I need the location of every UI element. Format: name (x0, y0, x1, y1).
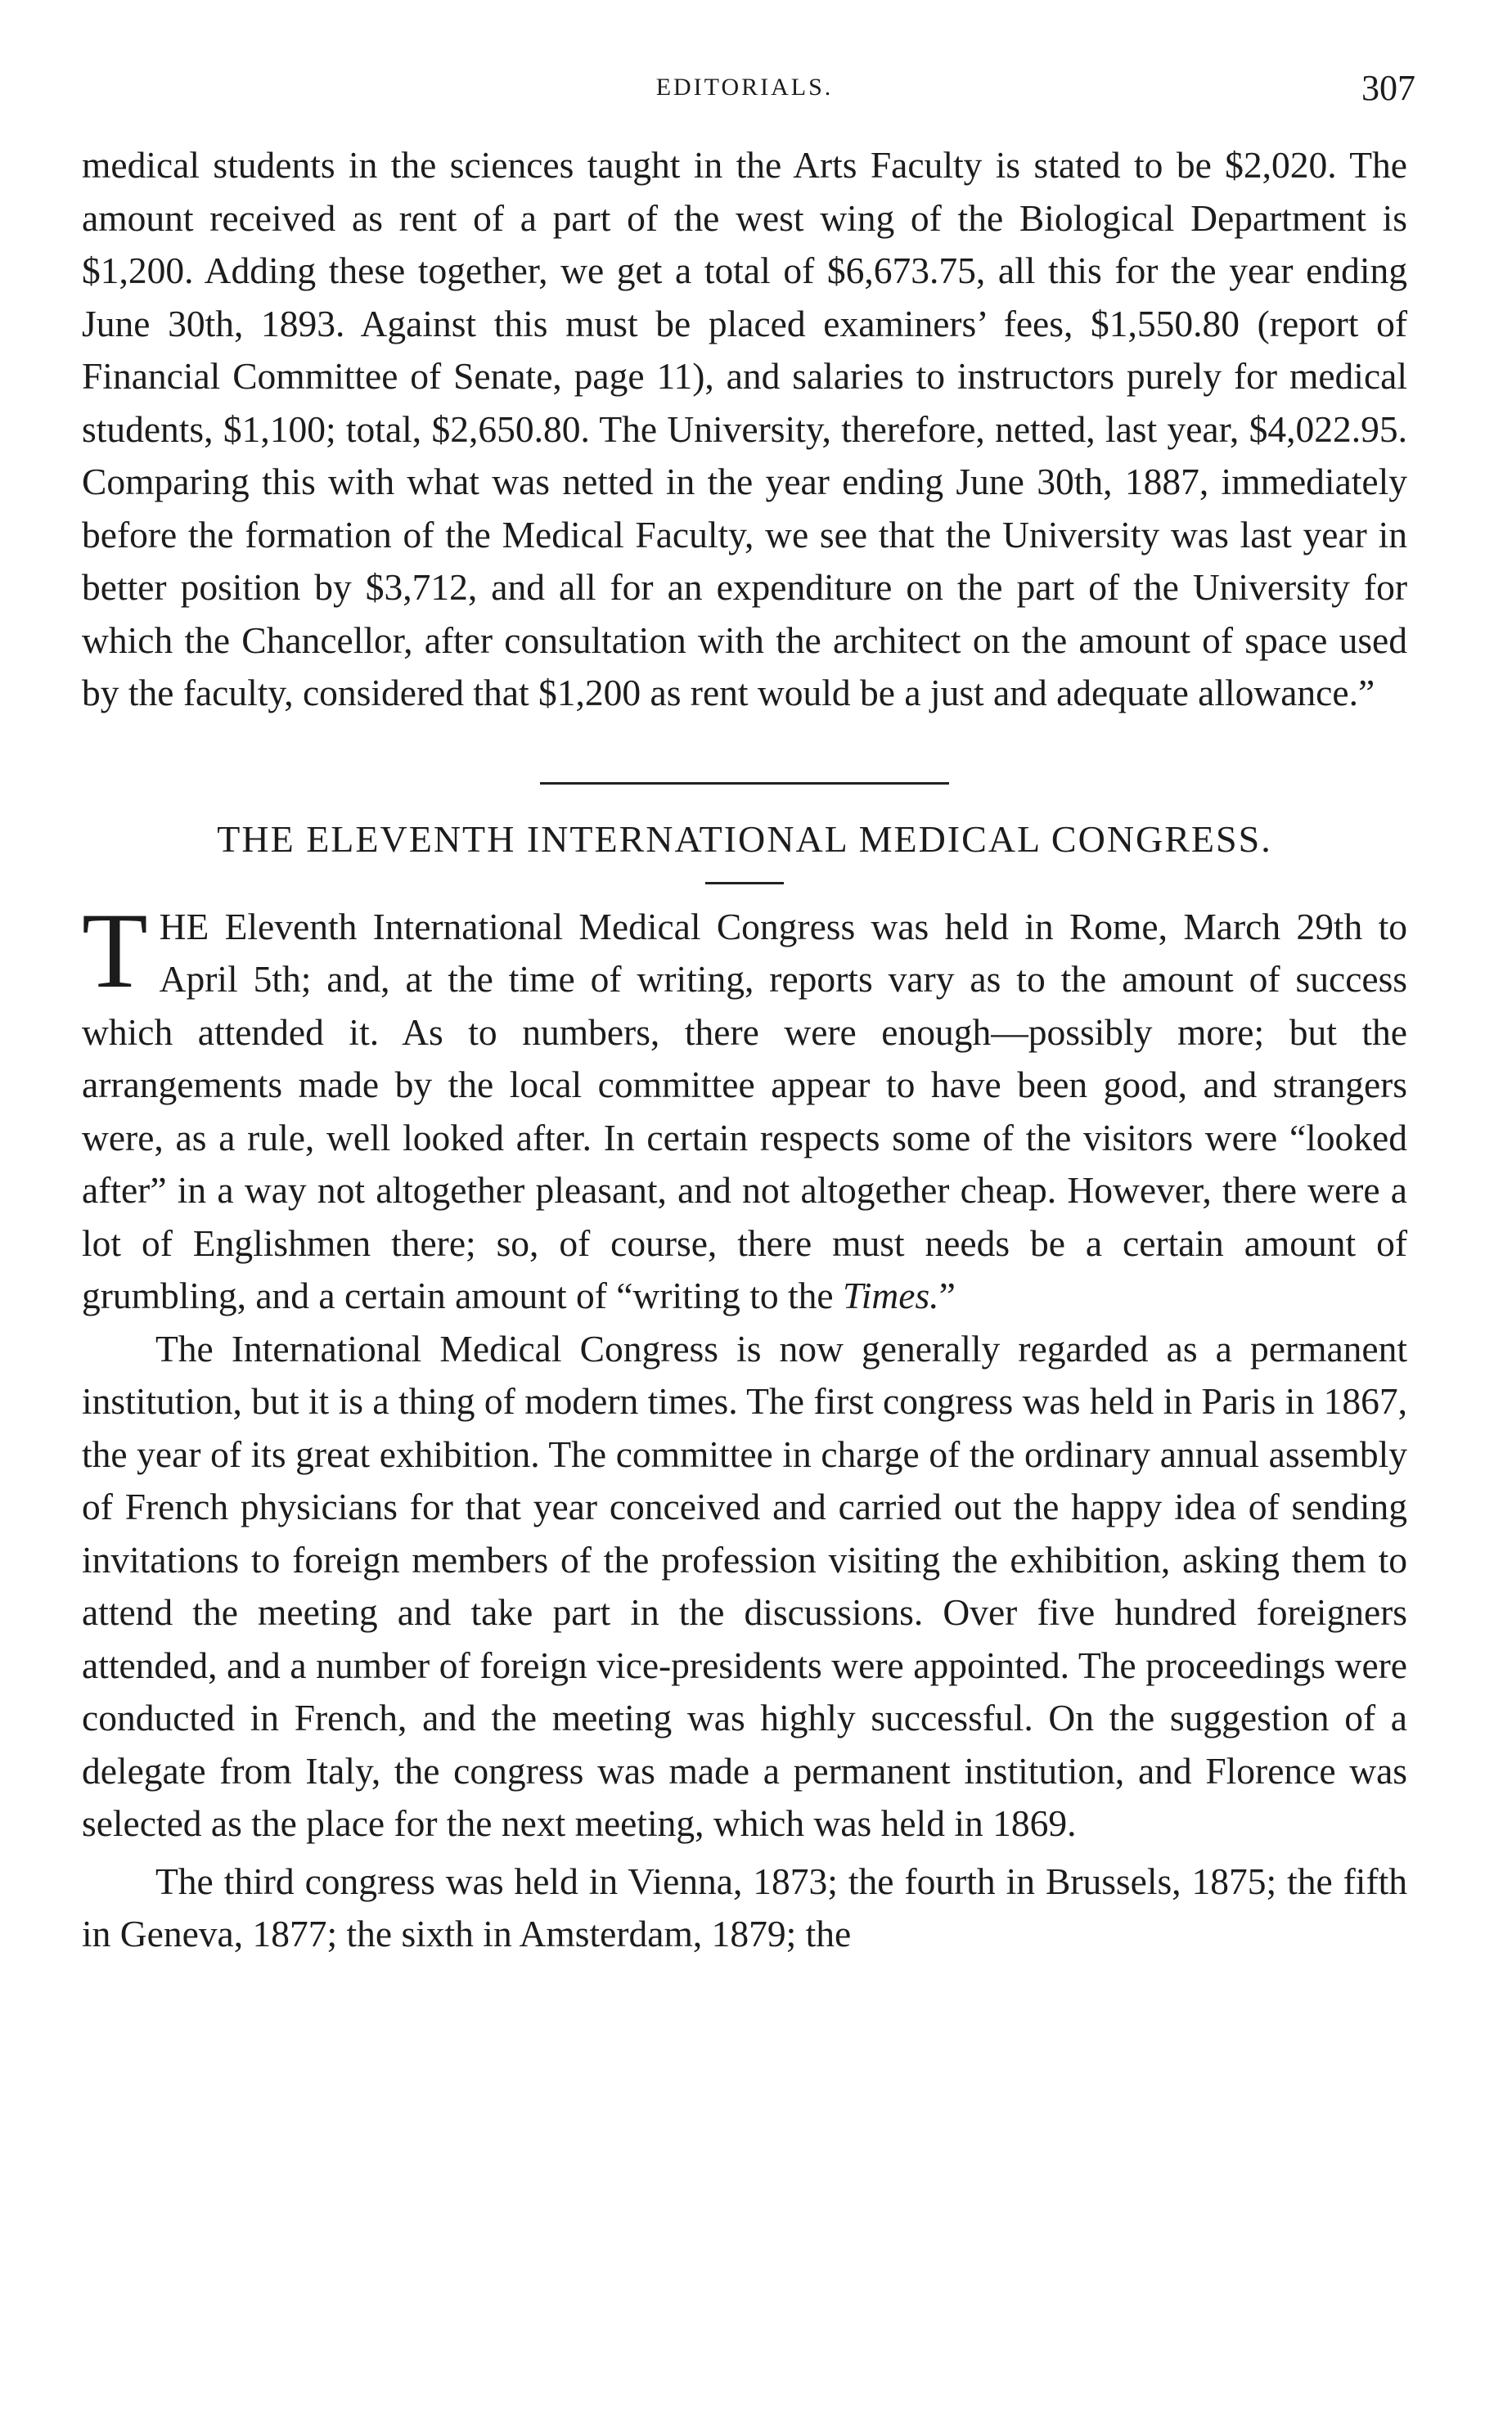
opening-small-caps: HE (159, 905, 209, 947)
times-italic: Times. (842, 1275, 939, 1316)
running-head: EDITORIALS. (655, 74, 834, 101)
section-title: THE ELEVENTH INTERNATIONAL MEDICAL CONGRESS. (217, 817, 1272, 860)
paragraph-2: The International Medical Congress is now generally regarded as a permanent institution, but it is a thing of modern times. The first congress was held in Paris in 1867, the year of its great exhibition. The committee in charge of the ordinary annual assembly of French physicians for that year conceived and carried out the happy idea of sending invitations to foreign members of the profession visiting the exhibition, asking them to attend the meeting and take part in the discussions. Over five hundred foreigners attended, and a number of foreign vice-presidents were appointed. The proceedings were conducted in French, and the meeting was highly successful. On the suggestion of a delegate from Italy, the congress was made a permanent institution, and Florence was selected as the place for the next meeting, which was held in 1869. (82, 1327, 1407, 1844)
continuation-paragraph: medical students in the sciences taught in the Arts Faculty is stated to be $2,020. The amount received as rent of a part of the west wing of the Biological Department is $1,200. Adding these together, we get a total of $6,673.75, all this for the year ending June 30th, 1893. Against this must be placed examiners’ fees, $1,550.80 (report of Financial Committee of Senate, page 11), and salaries to instructors purely for medical students, $1,100; total, $2,650.80. The University, therefore, netted, last year, $4,022.95. Comparing this with what was netted in the year ending June 30th, 1887, immediately before the formation of the Medical Faculty, we see that the University was last year in better position by $3,712, and all for an expenditure on the part of the University for which the Chancellor, after consultation with the architect on the amount of space used by the faculty, considered that $1,200 as rent would be a just and adequate allowance.” (82, 144, 1407, 713)
opening-paragraph (82, 889, 1407, 1323)
title-underline (705, 882, 784, 884)
opening-close-quote: ” (938, 1275, 956, 1316)
paragraph-3: The third congress was held in Vienna, 1873; the fourth in Brussels, 1875; the fifth in Geneva, 1877; the sixth in Amsterdam, 1879; the (82, 1860, 1407, 1954)
opening-text: Eleventh International Medical Congress was held in Rome, March 29th to April 5th; and, at the time of writing, reports vary as to the amount of success which attended it. As to numbers, there were enough—possibly more; but the arrangements made by the local committee appear to have been good, and strangers were, as a rule, well looked after. In certain respects some of the visitors were “looked after” in a way not altogether pleasant, and not altogether cheap. However, there were a lot of Englishmen there; so, of course, there must needs be a certain amount of grumbling, and a certain amount of “writing to the (82, 905, 1407, 1316)
document-page (82, 0, 1415, 1961)
page-header (82, 0, 1415, 139)
page-number: 307 (1361, 68, 1415, 108)
section-divider (540, 782, 949, 785)
drop-cap: T (82, 889, 148, 1010)
